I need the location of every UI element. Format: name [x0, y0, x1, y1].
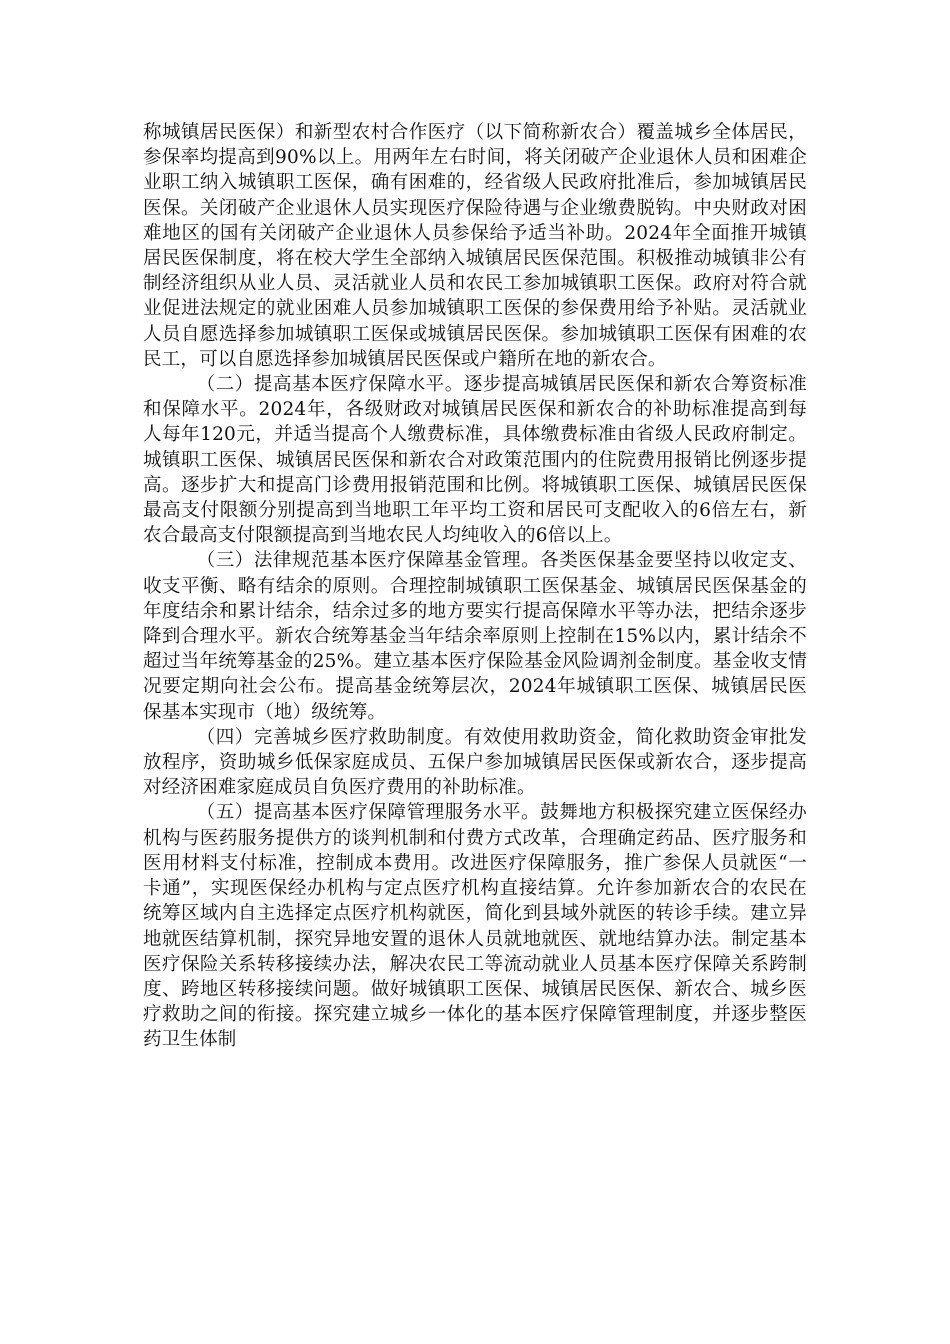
paragraph-section-5: （五）提高基本医疗保障管理服务水平。鼓舞地方积极探究建立医保经办机构与医药服务提供方的谈判机制和付费方式改革，合理确定药品、医疗服务和医用材料支付标准，控制成本费用。改进医疗保障服务，推广参保人员就医“一卡通”，实现医保经办机构与定点医疗机构直接结算。允许参加新农合的农民在统筹区域内自主选择定点医疗机构就医，简化到县域外就医的转诊手续。建立异地就医结算机制，探究异地安置的退休人员就地就医、就地结算办法。制定基本医疗保险关系转移接续办法，解决农民工等流动就业人员基本医疗保障关系跨制度、跨地区转移接续问题。做好城镇职工医保、城镇居民医保、新农合、城乡医疗救助之间的衔接。探究建立城乡一体化的基本医疗保障管理制度，并逐步整医药卫生体制	[143, 802, 807, 1051]
paragraph-section-4: （四）完善城乡医疗救助制度。有效使用救助资金，简化救助资金审批发放程序，资助城乡低保家庭成员、五保户参加城镇居民医保或新农合，逐步提高对经济困难家庭成员自负医疗费用的补助标准。	[143, 726, 807, 799]
document-body	[143, 120, 807, 1053]
paragraph-continuation: 称城镇居民医保）和新型农村合作医疗（以下简称新农合）覆盖城乡全体居民，参保率均提高到90%以上。用两年左右时间，将关闭破产企业退休人员和困难企业职工纳入城镇职工医保，确有困难的，经省级人民政府批准后，参加城镇居民医保。关闭破产企业退休人员实现医疗保险待遇与企业缴费脱钩。中央财政对困难地区的国有关闭破产企业退休人员参保给予适当补助。2024年全面推开城镇居民医保制度，将在校大学生全部纳入城镇居民医保范围。积极推动城镇非公有制经济组织从业人员、灵活就业人员和农民工参加城镇职工医保。政府对符合就业促进法规定的就业困难人员参加城镇职工医保的参保费用给予补贴。灵活就业人员自愿选择参加城镇职工医保或城镇居民医保。参加城镇职工医保有困难的农民工，可以自愿选择参加城镇居民医保或户籍所在地的新农合。	[143, 122, 807, 370]
paragraph-section-2: （二）提高基本医疗保障水平。逐步提高城镇居民医保和新农合筹资标准和保障水平。2024年，各级财政对城镇居民医保和新农合的补助标准提高到每人每年120元，并适当提高个人缴费标准，具体缴费标准由省级人民政府制定。城镇职工医保、城镇居民医保和新农合对政策范围内的住院费用报销比例逐步提高。逐步扩大和提高门诊费用报销范围和比例。将城镇职工医保、城镇居民医保最高支付限额分别提高到当地职工年平均工资和居民可支配收入的6倍左右，新农合最高支付限额提高到当地农民人均纯收入的6倍以上。	[143, 374, 807, 547]
paragraph-section-3: （三）法律规范基本医疗保障基金管理。各类医保基金要坚持以收定支、收支平衡、略有结余的原则。合理控制城镇职工医保基金、城镇居民医保基金的年度结余和累计结余，结余过多的地方要实行提高保障水平等办法，把结余逐步降到合理水平。新农合统筹基金当年结余率原则上控制在15%以内，累计结余不超过当年统筹基金的25%。建立基本医疗保险基金风险调剂金制度。基金收支情况要定期向社会公布。提高基金统筹层次，2024年城镇职工医保、城镇居民医保基本实现市（地）级统筹。	[143, 550, 807, 723]
